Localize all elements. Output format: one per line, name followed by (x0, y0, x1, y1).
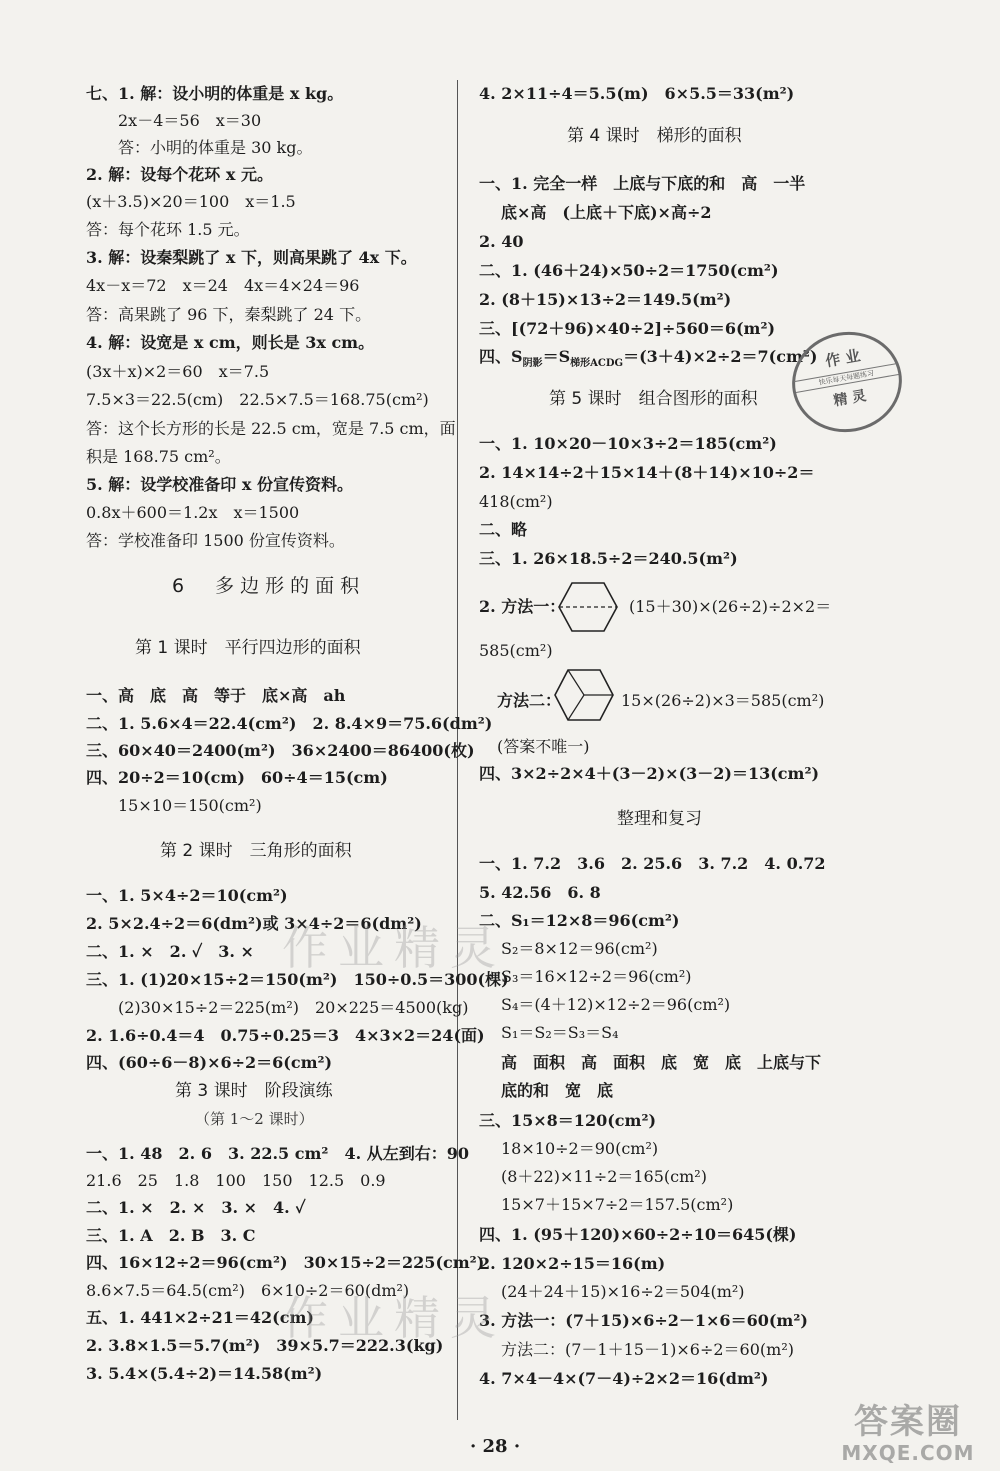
answer-line: 答：高果跳了 96 下，秦梨跳了 24 下。 (86, 305, 372, 324)
answer-line: 418(cm²) (479, 492, 553, 511)
answer-line: (3x＋x)×2＝60 x＝7.5 (86, 362, 270, 381)
section-heading: 整理和复习 (617, 809, 702, 829)
answer-line: 一、1. 完全一样 上底与下底的和 高 一半 (479, 174, 806, 193)
answer-line: 二、1. × 2. × 3. × 4. ✓ (86, 1198, 306, 1217)
answer-line: 答：学校准备印 1500 份宣传资料。 (86, 531, 345, 550)
answer-line: 一、1. 5×4÷2＝10(cm²) (86, 886, 288, 905)
answer-line: (x＋3.5)×20＝100 x＝1.5 (86, 192, 296, 211)
answer-line (479, 346, 818, 375)
watermark: 作业精灵 (282, 921, 506, 975)
answer-line: 三、[(72＋96)×40÷2]÷560＝6(m²) (479, 319, 776, 338)
answer-line: 4. 7×4－4×(7－4)÷2×2＝16(dm²) (479, 1369, 769, 1388)
corner-watermark-logo (818, 1402, 998, 1471)
answer-line: 积是 168.75 cm²。 (86, 447, 231, 466)
answer-line: 二、1. (46＋24)×50÷2＝1750(cm²) (479, 261, 779, 280)
stamp-text: 快乐每天每题练习 (794, 363, 899, 393)
answer-line: 2. 方法一： (479, 597, 566, 616)
answer-line: 四、(60÷6－8)×6÷2＝6(cm²) (86, 1053, 333, 1072)
answer-line: 三、1. (1)20×15÷2＝150(m²) 150÷0.5＝300(棵) (86, 970, 509, 989)
answer-line: 3. 5.4×(5.4÷2)＝14.58(m²) (86, 1364, 323, 1383)
answer-line: 21.6 25 1.8 100 150 12.5 0.9 (86, 1171, 386, 1190)
answer-line: 三、15×8＝120(cm²) (479, 1111, 657, 1130)
answer-line: 四、3×2÷2×4＋(3－2)×(3－2)＝13(cm²) (479, 764, 820, 783)
answer-line: 二、略 (479, 520, 528, 539)
answer-line: 7.5×3＝22.5(cm) 22.5×7.5＝168.75(cm²) (86, 390, 429, 409)
answer-line: (8＋22)×11÷2＝165(cm²) (501, 1167, 707, 1186)
answer-line: 高 面积 高 面积 底 宽 底 上底与下 (501, 1053, 822, 1072)
chapter-title: 6 多边形的面积 (172, 575, 366, 597)
subscript: 阴影 (522, 358, 543, 370)
answer-line: 3. 解：设秦梨跳了 x 下，则高果跳了 4x 下。 (86, 248, 417, 267)
answer-line: 4. 2×11÷4＝5.5(m) 6×5.5＝33(m²) (479, 84, 795, 103)
answer-line: 四、1. (95＋120)×60÷2÷10＝645(棵) (479, 1225, 797, 1244)
answer-line: 2. 120×2÷15＝16(m) (479, 1254, 666, 1273)
answer-text: ＝(3＋4)×2÷2＝7(cm²) (623, 347, 818, 366)
answer-line: 8.6×7.5＝64.5(cm²) 6×10÷2＝60(dm²) (86, 1281, 410, 1300)
answer-line: 一、高 底 高 等于 底×高 ah (86, 686, 346, 705)
answer-line: 一、1. 48 2. 6 3. 22.5 cm² 4. 从左到右：90 (86, 1144, 469, 1163)
stamp-text: 作 业 (823, 346, 862, 371)
answer-text: ＝S (542, 347, 571, 366)
answer-line: 2. 解：设每个花环 x 元。 (86, 165, 273, 184)
section-heading: 第 2 课时 三角形的面积 (160, 841, 352, 861)
answer-line: 一、1. 7.2 3.6 2. 25.6 3. 7.2 4. 0.72 (479, 854, 826, 873)
answer-line: (15＋30)×(26÷2)÷2×2＝ (629, 597, 832, 616)
answer-line: 2. 3.8×1.5＝5.7(m²) 39×5.7＝222.3(kg) (86, 1336, 444, 1355)
section-heading: 第 1 课时 平行四边形的面积 (135, 638, 361, 658)
answer-line: 2. 14×14÷2＋15×14＋(8＋14)×10÷2＝ (479, 463, 815, 482)
answer-line: 18×10÷2＝90(cm²) (501, 1139, 659, 1158)
answer-line: 3. 方法一：(7＋15)×6÷2－1×6＝60(m²) (479, 1311, 808, 1330)
answer-line: 三、1. A 2. B 3. C (86, 1226, 256, 1245)
answer-line: 方法二：(7－1＋15－1)×6÷2＝60(m²) (501, 1340, 794, 1359)
answer-line: (24＋24＋15)×16÷2＝504(m²) (501, 1282, 745, 1301)
section-subheading: （第 1～2 课时） (195, 1110, 314, 1128)
answer-line: (答案不唯一) (497, 737, 590, 756)
hexagon-figure-method-1 (557, 581, 619, 633)
answer-line: 一、1. 10×20－10×3÷2＝185(cm²) (479, 434, 777, 453)
section-heading: 第 3 课时 阶段演练 (175, 1081, 333, 1101)
answer-line: 二、1. × 2. ✓ 3. × (86, 942, 254, 961)
logo-text: 答案圈 (854, 1402, 962, 1442)
answer-line: 5. 42.56 6. 8 (479, 883, 601, 902)
answer-line: S₁＝S₂＝S₃＝S₄ (501, 1023, 619, 1042)
logo-url: MXQE.COM (841, 1441, 975, 1465)
answer-line: 15×7＋15×7÷2＝157.5(cm²) (501, 1195, 734, 1214)
answer-line: (2)30×15÷2＝225(m²) 20×225＝4500(kg) (118, 998, 469, 1017)
answer-line: S₂＝8×12＝96(cm²) (501, 939, 658, 958)
answer-line: 4. 解：设宽是 x cm，则长是 3x cm。 (86, 333, 375, 352)
answer-line: 15×(26÷2)×3＝585(cm²) (621, 691, 825, 710)
answer-text: 四、S (479, 347, 523, 366)
answer-line: 2. 1.6÷0.4＝4 0.75÷0.25＝3 4×3×2＝24(面) (86, 1026, 485, 1045)
hexagon-figure-method-2 (553, 667, 615, 723)
answer-line: 答：小明的体重是 30 kg。 (118, 138, 313, 157)
answer-line: 五、1. 441×2÷21＝42(cm) (86, 1308, 314, 1327)
answer-line: 2. 5×2.4÷2＝6(dm²)或 3×4÷2＝6(dm²) (86, 914, 422, 933)
watermark: 作业精灵 (282, 1291, 506, 1345)
answer-line: 5. 解：设学校准备印 x 份宣传资料。 (86, 475, 353, 494)
answer-line: 4x－x＝72 x＝24 4x＝4×24＝96 (86, 276, 360, 295)
answer-line: 四、16×12÷2＝96(cm²) 30×15÷2＝225(cm²) (86, 1253, 485, 1272)
answer-line: 四、20÷2＝10(cm) 60÷4＝15(cm) (86, 768, 388, 787)
answer-line: 底×高 (上底＋下底)×高÷2 (501, 203, 712, 222)
answer-line: 七、1. 解：设小明的体重是 x kg。 (86, 84, 344, 103)
answer-line: 三、60×40＝2400(m²) 36×2400＝86400(枚) (86, 741, 475, 760)
answer-line: 二、1. 5.6×4＝22.4(cm²) 2. 8.4×9＝75.6(dm²) (86, 714, 493, 733)
subscript: 梯形ACDG (570, 358, 624, 370)
answer-line: 底的和 宽 底 (501, 1081, 614, 1100)
answer-line: 三、1. 26×18.5÷2＝240.5(m²) (479, 549, 738, 568)
page-number: · 28 · (470, 1436, 521, 1457)
answer-line: 0.8x＋600＝1.2x x＝1500 (86, 503, 300, 522)
answer-line: 2. 40 (479, 232, 524, 251)
answer-line: 2. (8＋15)×13÷2＝149.5(m²) (479, 290, 732, 309)
answer-line: S₃＝16×12÷2＝96(cm²) (501, 967, 692, 986)
answer-line: 二、S₁＝12×8＝96(cm²) (479, 911, 680, 930)
stamp-logo (784, 323, 910, 441)
answer-line: 15×10＝150(cm²) (118, 796, 262, 815)
stamp-text: 精 灵 (832, 388, 868, 410)
answer-line: 2x－4＝56 x＝30 (118, 111, 262, 130)
answer-line: 585(cm²) (479, 641, 553, 660)
answer-line: 答：每个花环 1.5 元。 (86, 220, 250, 239)
answer-line: S₄＝(4＋12)×12÷2＝96(cm²) (501, 995, 731, 1014)
section-heading: 第 4 课时 梯形的面积 (567, 126, 742, 146)
section-heading: 第 5 课时 组合图形的面积 (549, 389, 758, 409)
answer-line: 方法二： (497, 691, 562, 710)
answer-line: 答：这个长方形的长是 22.5 cm，宽是 7.5 cm，面 (86, 419, 456, 438)
